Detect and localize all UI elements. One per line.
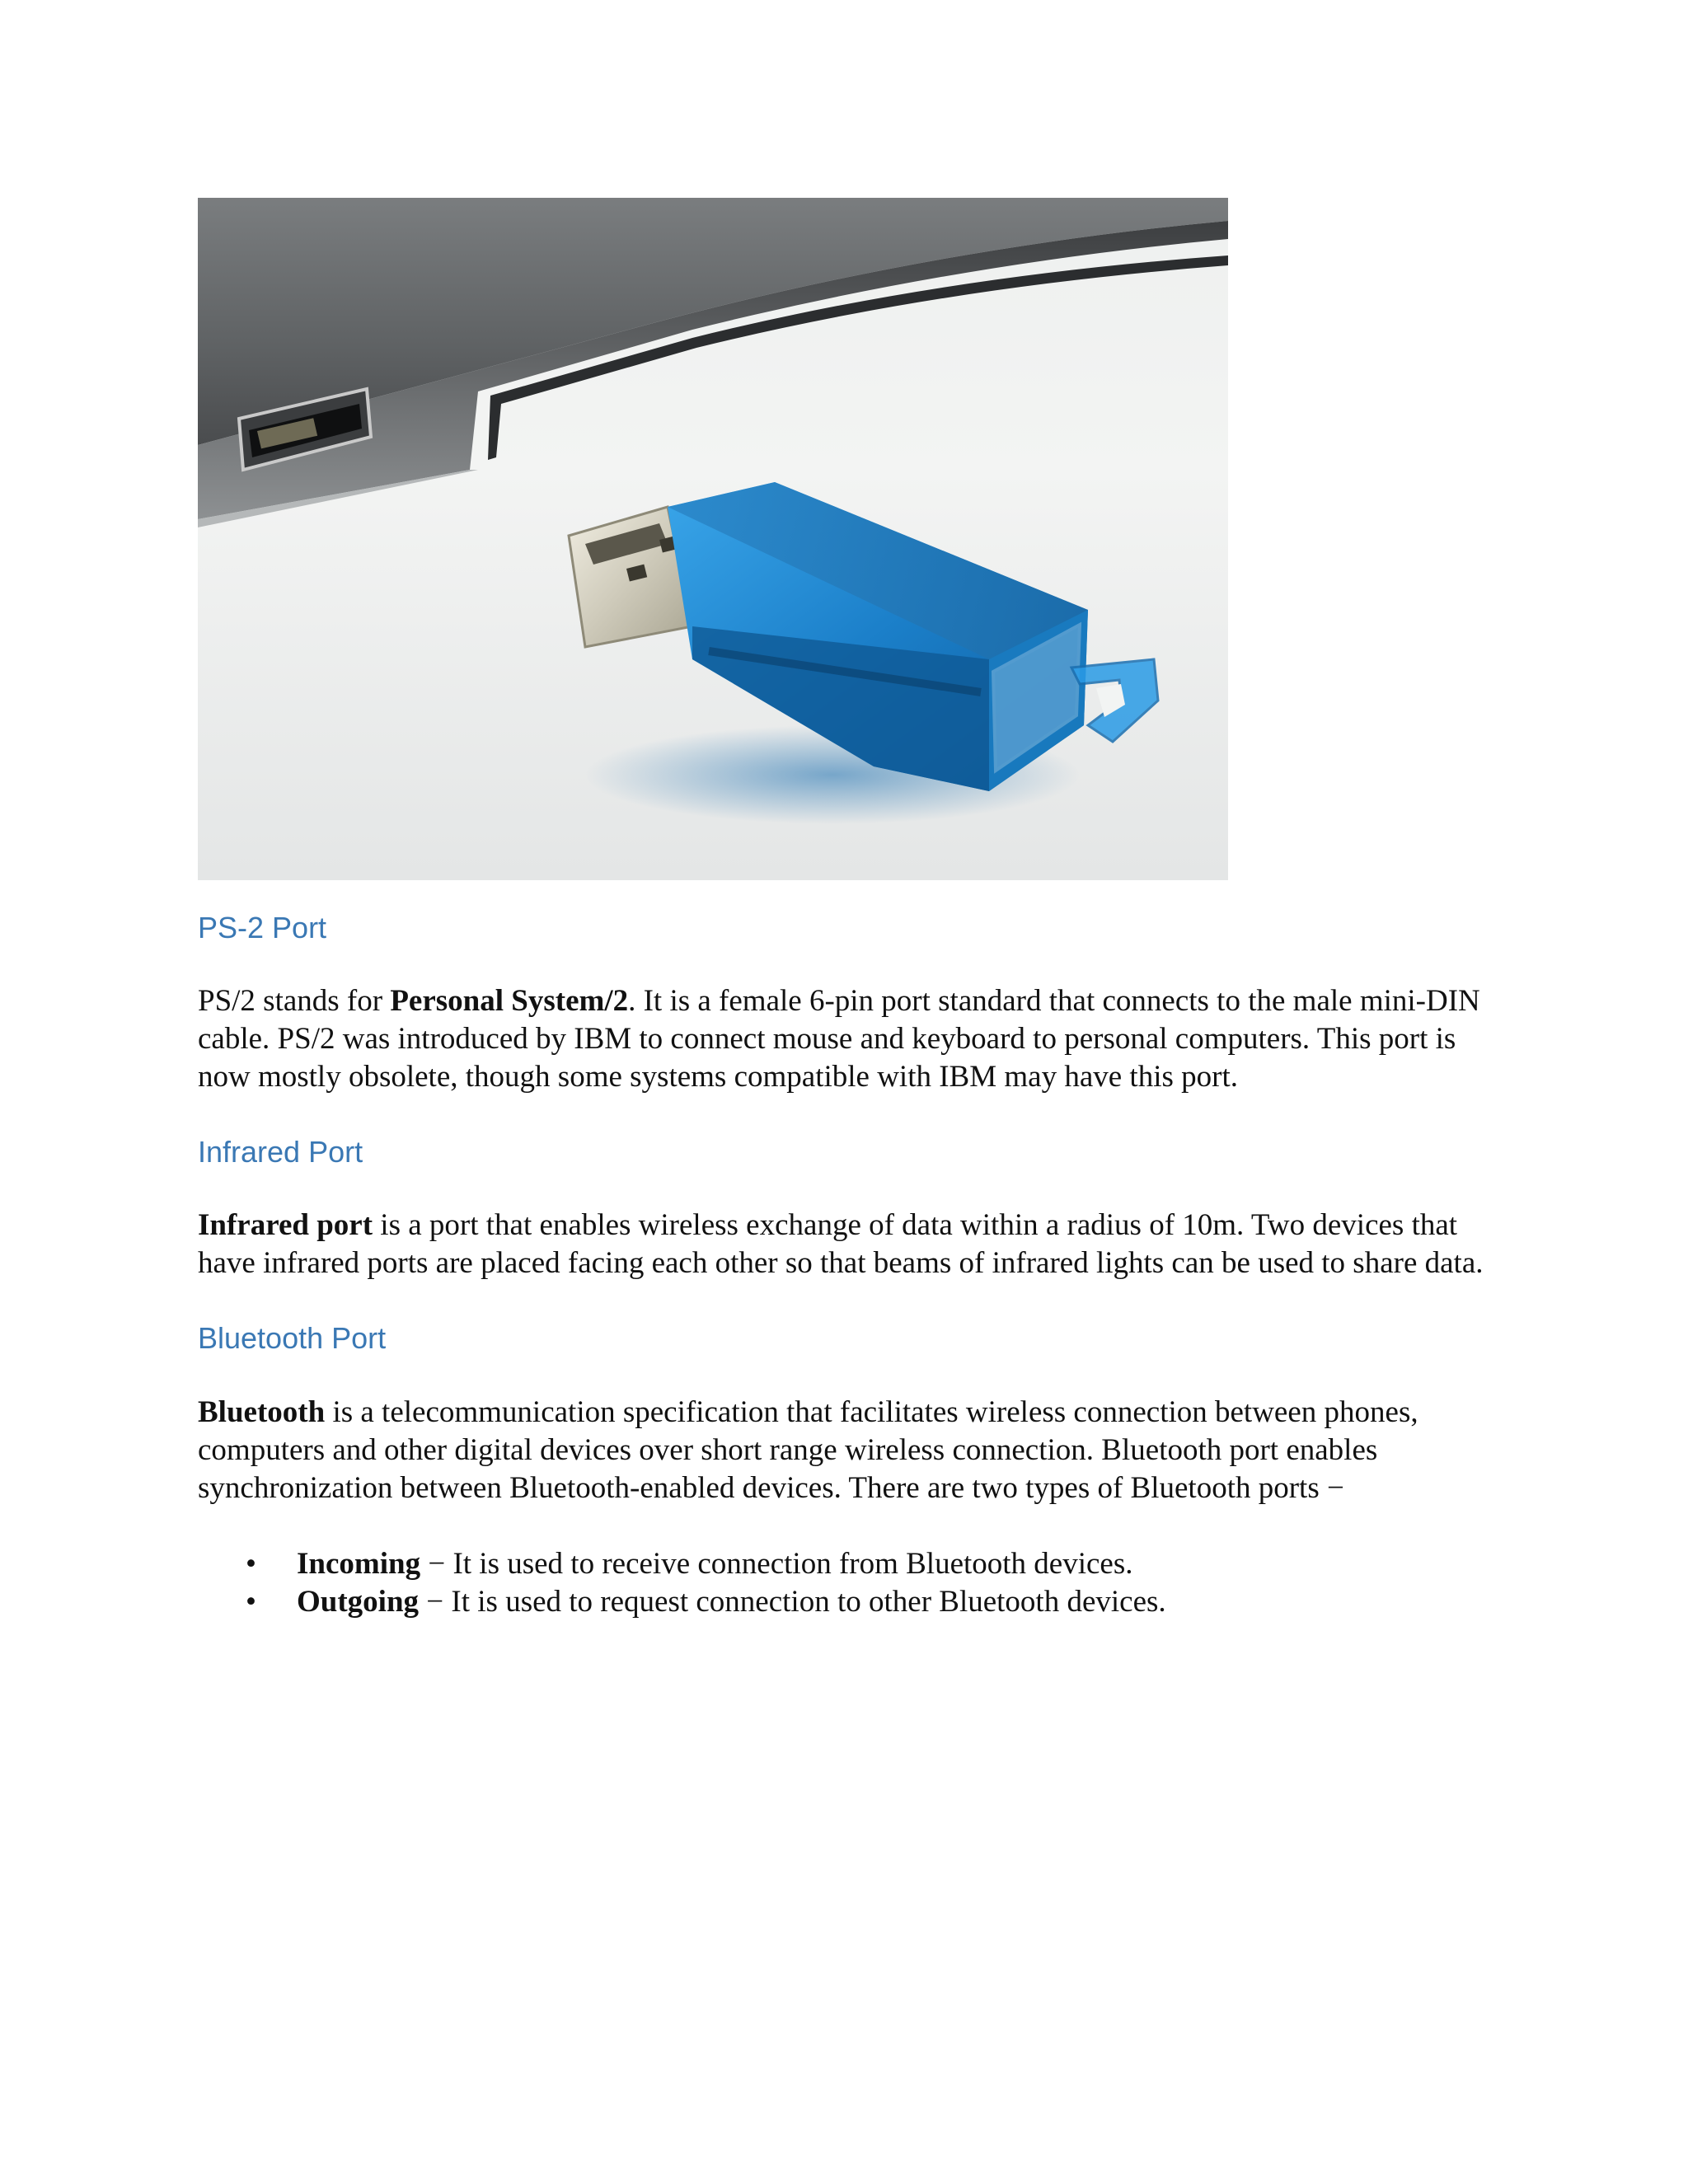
ps2-port-heading: PS-2 Port (198, 911, 327, 944)
ps2-port-paragraph: PS/2 stands for Personal System/2. It is a female 6-pin port standard that connects to the male mini-DIN cable. PS/2 was introduced by IBM to connect mouse and keyboard to personal computers. This port is now mostly obsolete, though some systems compatible with IBM may have this port. (198, 984, 1480, 1094)
infrared-port-paragraph: Infrared port is a port that enables wireless exchange of data within a radius of 10m. Two devices that have infrared ports are placed facing each other so that beams of infrared lights can be used to share data. (198, 1208, 1484, 1281)
bullet-marker: • (246, 1546, 256, 1581)
list-item: • Incoming − It is used to receive connection from Bluetooth devices. (198, 1545, 1500, 1583)
bluetooth-port-heading: Bluetooth Port (198, 1321, 387, 1356)
ps2-bold-term: Personal System/2 (390, 984, 629, 1019)
bluetooth-port-types-list (198, 1545, 1500, 1621)
bluetooth-bold-term: Bluetooth (198, 1394, 326, 1429)
infrared-port-heading: Infrared Port (198, 1135, 363, 1169)
usb-drive-photo (198, 198, 1228, 880)
bullet-marker: • (246, 1584, 256, 1619)
infrared-bold-term: Infrared port (198, 1208, 373, 1243)
document-page (198, 198, 1500, 1621)
bluetooth-port-paragraph: Bluetooth is a telecommunication specification that facilitates wireless connection between phones, computers and other digital devices over short range wireless connection. Bluetooth port enables synchronization between Bluetooth-enabled devices. There are two types of Bluetooth ports − (198, 1394, 1418, 1505)
list-item: • Outgoing − It is used to request connection to other Bluetooth devices. (198, 1583, 1500, 1621)
